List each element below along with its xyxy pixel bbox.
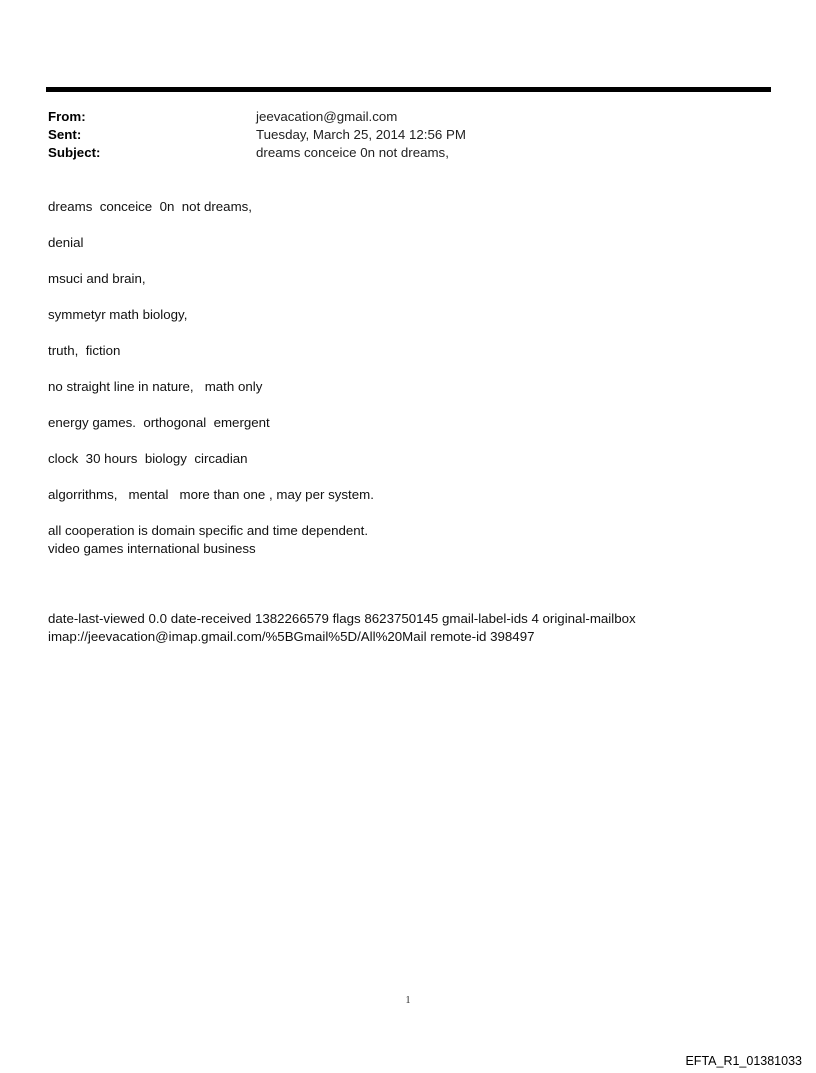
body-line: msuci and brain, xyxy=(48,271,146,286)
metadata-line: date-last-viewed 0.0 date-received 1382266579 flags 8623750145 gmail-label-ids 4 original-mailbox xyxy=(48,611,636,626)
email-body xyxy=(48,198,768,576)
message-metadata xyxy=(48,610,778,646)
document-id: EFTA_R1_01381033 xyxy=(685,1054,802,1068)
body-line: denial xyxy=(48,235,84,250)
subject-row xyxy=(48,144,748,162)
body-line: symmetyr math biology, xyxy=(48,307,188,322)
page-number: 1 xyxy=(405,995,411,1006)
body-line: algorrithms, mental more than one , may per system. xyxy=(48,487,374,502)
sent-row xyxy=(48,126,748,144)
from-row xyxy=(48,108,748,126)
body-line: dreams conceice 0n not dreams, xyxy=(48,199,252,214)
metadata-line: imap://jeevacation@imap.gmail.com/%5BGmail%5D/All%20Mail remote-id 398497 xyxy=(48,629,535,644)
header-divider xyxy=(46,87,771,92)
sent-value: Tuesday, March 25, 2014 12:56 PM xyxy=(256,127,466,142)
body-line: energy games. orthogonal emergent xyxy=(48,415,270,430)
body-line: all cooperation is domain specific and time dependent. xyxy=(48,523,369,538)
body-line: video games international business xyxy=(48,541,256,556)
from-value: jeevacation@gmail.com xyxy=(256,109,398,124)
email-header xyxy=(48,108,748,162)
subject-label: Subject: xyxy=(48,145,101,160)
body-line: no straight line in nature, math only xyxy=(48,379,263,394)
body-line: truth, fiction xyxy=(48,343,121,358)
from-label: From: xyxy=(48,109,86,124)
sent-label: Sent: xyxy=(48,127,82,142)
subject-value: dreams conceice 0n not dreams, xyxy=(256,145,449,160)
body-line: clock 30 hours biology circadian xyxy=(48,451,248,466)
